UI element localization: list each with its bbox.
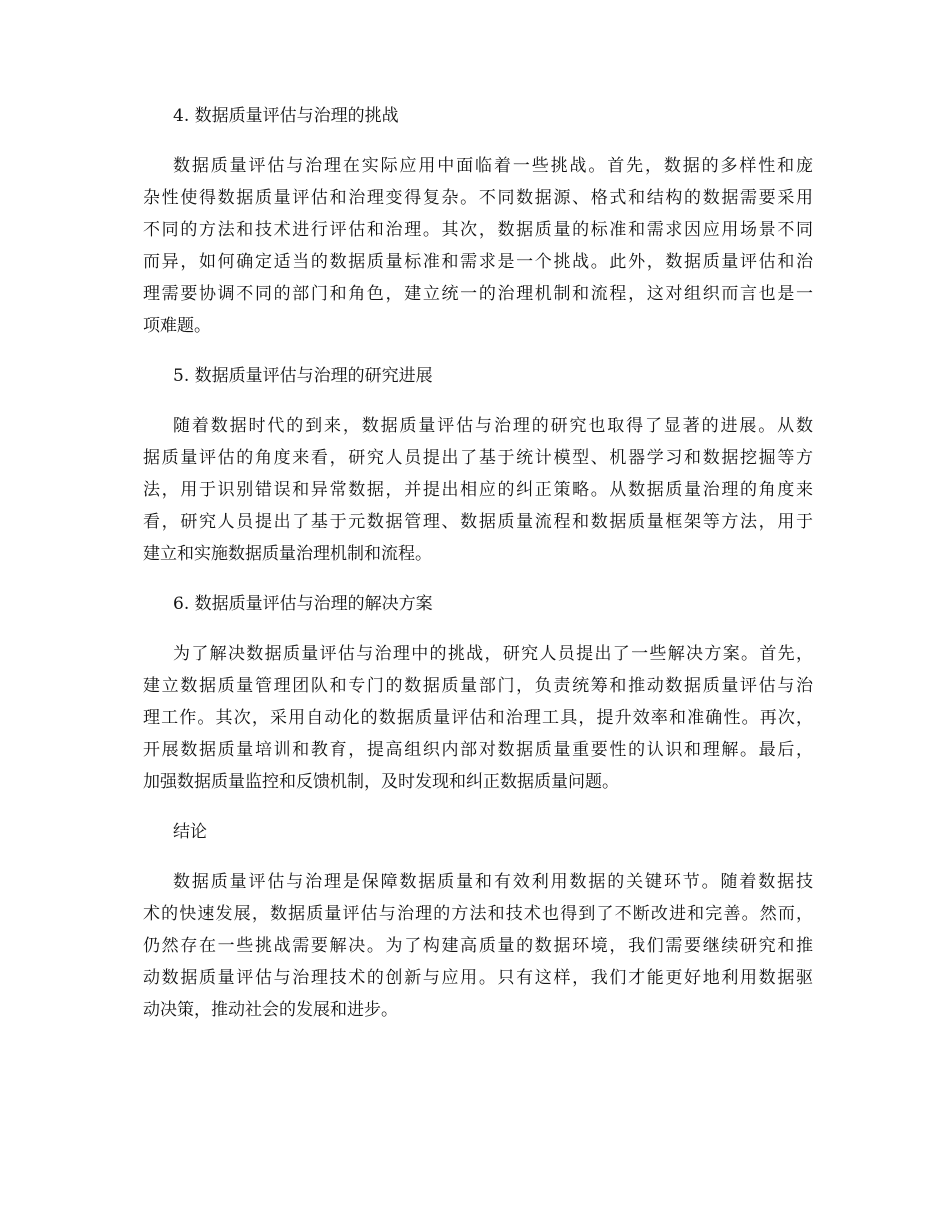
paragraph-line: 据质量评估的角度来看，研究人员提出了基于统计模型、机器学习和数据挖掘等方	[143, 448, 813, 468]
paragraph-line: 为了解决数据质量评估与治理中的挑战，研究人员提出了一些解决方案。首先，	[173, 644, 813, 664]
paragraph-line: 动决策，推动社会的发展和进步。	[143, 1000, 398, 1020]
paragraph-line: 看，研究人员提出了基于元数据管理、数据质量流程和数据质量框架等方法，用于	[143, 512, 813, 532]
paragraph-challenges	[143, 150, 813, 342]
paragraph-solutions	[143, 638, 813, 798]
document-page	[143, 100, 813, 1044]
paragraph-conclusion	[143, 866, 813, 1026]
paragraph-line: 项难题。	[143, 316, 211, 336]
paragraph-line: 建立和实施数据质量治理机制和流程。	[143, 544, 432, 564]
paragraph-line: 数据质量评估与治理是保障数据质量和有效利用数据的关键环节。随着数据技	[173, 872, 813, 892]
section-heading-challenges: 4. 数据质量评估与治理的挑战	[173, 106, 399, 126]
paragraph-line: 理工作。其次，采用自动化的数据质量评估和治理工具，提升效率和准确性。再次，	[143, 708, 813, 728]
paragraph-line: 杂性使得数据质量评估和治理变得复杂。不同数据源、格式和结构的数据需要采用	[143, 188, 813, 208]
paragraph-line: 而异，如何确定适当的数据质量标准和需求是一个挑战。此外，数据质量评估和治	[143, 252, 813, 272]
paragraph-line: 数据质量评估与治理在实际应用中面临着一些挑战。首先，数据的多样性和庞	[173, 156, 813, 176]
paragraph-line: 法，用于识别错误和异常数据，并提出相应的纠正策略。从数据质量治理的角度来	[143, 480, 813, 500]
paragraph-line: 术的快速发展，数据质量评估与治理的方法和技术也得到了不断改进和完善。然而，	[143, 904, 813, 924]
paragraph-line: 开展数据质量培训和教育，提高组织内部对数据质量重要性的认识和理解。最后，	[143, 740, 813, 760]
section-heading-research-progress: 5. 数据质量评估与治理的研究进展	[173, 366, 433, 386]
section-heading-conclusion: 结论	[173, 822, 207, 842]
paragraph-research-progress	[143, 410, 813, 570]
section-heading-solutions: 6. 数据质量评估与治理的解决方案	[173, 594, 433, 614]
paragraph-line: 建立数据质量管理团队和专门的数据质量部门，负责统筹和推动数据质量评估与治	[143, 676, 813, 696]
paragraph-line: 仍然存在一些挑战需要解决。为了构建高质量的数据环境，我们需要继续研究和推	[143, 936, 813, 956]
paragraph-line: 加强数据质量监控和反馈机制，及时发现和纠正数据质量问题。	[143, 772, 619, 792]
paragraph-line: 理需要协调不同的部门和角色，建立统一的治理机制和流程，这对组织而言也是一	[143, 284, 813, 304]
paragraph-line: 动数据质量评估与治理技术的创新与应用。只有这样，我们才能更好地利用数据驱	[143, 968, 813, 988]
paragraph-line: 随着数据时代的到来，数据质量评估与治理的研究也取得了显著的进展。从数	[173, 416, 813, 436]
paragraph-line: 不同的方法和技术进行评估和治理。其次，数据质量的标准和需求因应用场景不同	[143, 220, 813, 240]
